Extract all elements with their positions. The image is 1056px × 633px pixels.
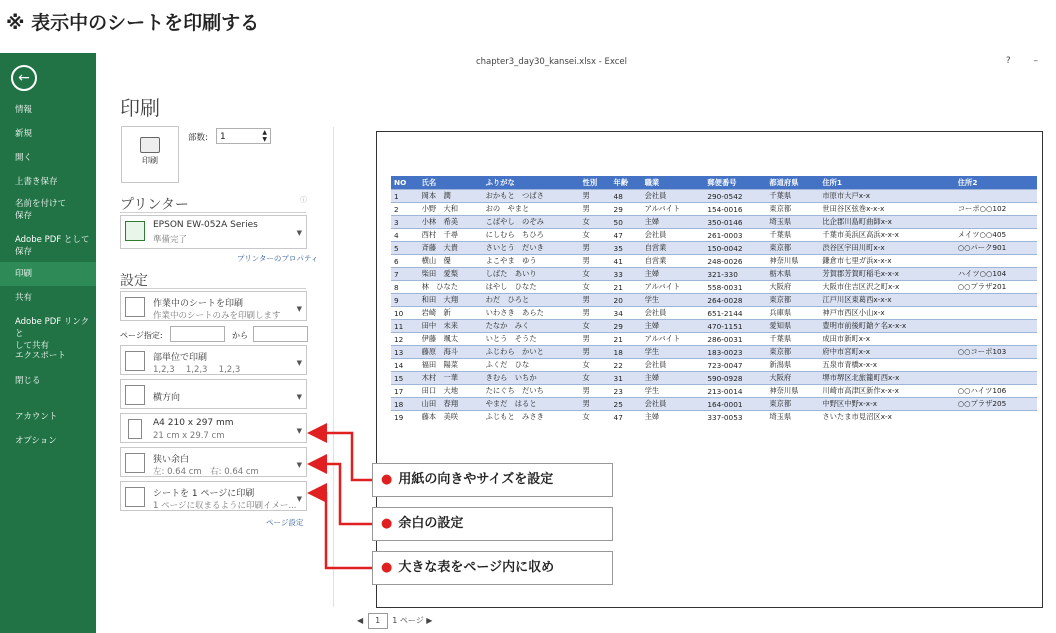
table-row	[391, 229, 1037, 242]
table-cell: 主婦	[642, 268, 705, 281]
table-cell: おかもと つばさ	[483, 190, 580, 203]
sidebar-item-save-as[interactable]: 名前を付けて 保存	[15, 199, 67, 221]
table-cell: 22	[611, 359, 642, 372]
table-cell: 自営業	[642, 255, 705, 268]
table-row	[391, 255, 1037, 268]
orientation-label: 横方向	[153, 393, 181, 403]
callout-paper: ● 用紙の向きやサイズを設定	[372, 463, 613, 497]
table-header-cell: NO	[391, 176, 419, 190]
table-cell: 29	[611, 320, 642, 333]
page-total: 1 ページ	[392, 616, 424, 625]
table-cell: 藤本 美咲	[419, 411, 483, 424]
table-cell: 女	[580, 281, 611, 294]
table-cell: 470-1151	[704, 320, 766, 333]
table-cell: ○○コーポ103	[955, 346, 1037, 359]
chevron-down-icon: ▼	[296, 461, 302, 469]
table-cell: 19	[391, 411, 419, 424]
table-cell: 東京都	[766, 203, 819, 216]
table-cell: 自営業	[642, 242, 705, 255]
table-row	[391, 190, 1037, 203]
table-cell	[955, 372, 1037, 385]
table-cell: 590-0928	[704, 372, 766, 385]
margins-label: 狭い余白	[153, 455, 190, 465]
chevron-down-icon: ▼	[296, 393, 302, 401]
table-cell: 286-0031	[704, 333, 766, 346]
table-cell: 主婦	[642, 216, 705, 229]
table-header-cell: 住所1	[819, 176, 954, 190]
table-cell	[955, 359, 1037, 372]
print-button[interactable]	[121, 126, 179, 183]
table-cell: 栃木県	[766, 268, 819, 281]
table-cell: 154-0016	[704, 203, 766, 216]
table-row	[391, 333, 1037, 346]
table-cell: 14	[391, 359, 419, 372]
table-cell: さいとう だいき	[483, 242, 580, 255]
collate-label: 部単位で印刷	[153, 353, 208, 363]
table-row	[391, 398, 1037, 411]
table-cell: 25	[611, 398, 642, 411]
table-cell: ハイツ○○104	[955, 268, 1037, 281]
sidebar-item-save[interactable]: 上書き保存	[15, 177, 58, 187]
sidebar-item-open[interactable]: 開く	[15, 153, 33, 163]
page-setup-link[interactable]: ページ設定	[266, 518, 304, 527]
table-cell: 学生	[642, 294, 705, 307]
pages-from-input[interactable]	[170, 326, 225, 342]
printer-status: 準備完了	[153, 235, 188, 245]
table-cell: 会社員	[642, 359, 705, 372]
table-row	[391, 411, 1037, 424]
table-header-cell: 都道府県	[766, 176, 819, 190]
table-row	[391, 203, 1037, 216]
info-icon[interactable]: ⓘ	[300, 196, 307, 204]
margins-icon	[125, 453, 145, 473]
page-navigator	[357, 613, 432, 629]
table-cell: 21	[611, 333, 642, 346]
table-cell: 213-0014	[704, 385, 766, 398]
table-cell: 2	[391, 203, 419, 216]
table-cell: 男	[580, 346, 611, 359]
table-cell: 男	[580, 398, 611, 411]
table-cell: 350-0146	[704, 216, 766, 229]
table-row	[391, 346, 1037, 359]
table-cell: 261-0003	[704, 229, 766, 242]
paper-size-dropdown[interactable]	[120, 413, 307, 443]
table-cell: はやし ひなた	[483, 281, 580, 294]
copies-stepper-icon[interactable]: ▲ ▼	[262, 129, 267, 143]
table-cell: 337-0053	[704, 411, 766, 424]
collate-desc: 1,2,3 1,2,3 1,2,3	[153, 365, 241, 375]
table-cell: きむら いちか	[483, 372, 580, 385]
table-cell	[955, 333, 1037, 346]
table-cell: 市原市大戸x-x	[819, 190, 954, 203]
pages-label: ページ指定:	[120, 331, 163, 340]
table-cell: 会社員	[642, 229, 705, 242]
table-cell: 主婦	[642, 320, 705, 333]
copies-value: 1	[220, 132, 226, 142]
table-cell: おの やまと	[483, 203, 580, 216]
table-cell: わだ ひろと	[483, 294, 580, 307]
table-cell: 埼玉県	[766, 216, 819, 229]
table-cell: 女	[580, 320, 611, 333]
printer-icon	[140, 137, 160, 153]
table-header-cell: 職業	[642, 176, 705, 190]
table-cell: 15	[391, 372, 419, 385]
table-cell: 学生	[642, 346, 705, 359]
page-heading: ※ 表示中のシートを印刷する	[6, 12, 260, 34]
table-cell: 大阪府	[766, 372, 819, 385]
table-cell: 千葉県	[766, 333, 819, 346]
printer-dropdown[interactable]	[120, 215, 307, 249]
table-header-cell: 氏名	[419, 176, 483, 190]
settings-section-title: 設定	[120, 273, 148, 289]
table-cell	[955, 320, 1037, 333]
table-cell: 小林 希美	[419, 216, 483, 229]
table-cell: 兵庫県	[766, 307, 819, 320]
table-cell: アルバイト	[642, 203, 705, 216]
sidebar-item-account[interactable]: アカウント	[15, 412, 58, 422]
table-cell: ○○プラザ201	[955, 281, 1037, 294]
table-cell: 会社員	[642, 190, 705, 203]
table-cell: 47	[611, 229, 642, 242]
pages-to-label: から	[232, 331, 248, 340]
copies-label: 部数:	[188, 133, 208, 143]
print-scope-label: 作業中のシートを印刷	[153, 299, 244, 309]
collate-icon	[125, 351, 145, 371]
table-cell: 41	[611, 255, 642, 268]
chevron-down-icon: ▼	[296, 495, 302, 503]
arrow-scaling	[312, 493, 372, 568]
table-cell: 34	[611, 307, 642, 320]
table-cell: ふじもと みさき	[483, 411, 580, 424]
table-cell: メイツ○○405	[955, 229, 1037, 242]
table-cell: 愛知県	[766, 320, 819, 333]
table-cell: 府中市宮町x-x	[819, 346, 954, 359]
table-cell: 女	[580, 372, 611, 385]
table-cell: 小野 大和	[419, 203, 483, 216]
table-header-cell: 年齢	[611, 176, 642, 190]
landscape-icon	[125, 385, 145, 405]
table-cell: たなか みく	[483, 320, 580, 333]
chevron-down-icon: ▼	[296, 359, 302, 367]
table-cell: 女	[580, 268, 611, 281]
table-cell: 東京都	[766, 242, 819, 255]
table-cell: 164-0001	[704, 398, 766, 411]
table-cell: 横山 優	[419, 255, 483, 268]
table-cell: 11	[391, 320, 419, 333]
scaling-dropdown[interactable]	[120, 481, 307, 511]
table-row	[391, 294, 1037, 307]
paper-size-label: A4 210 x 297 mm	[153, 418, 234, 428]
table-cell: 伊藤 颯太	[419, 333, 483, 346]
table-cell: 男	[580, 307, 611, 320]
table-cell: 12	[391, 333, 419, 346]
table-cell: 川崎市高津区新作x-x-x	[819, 385, 954, 398]
table-cell: 千葉県	[766, 229, 819, 242]
table-cell: 女	[580, 411, 611, 424]
table-cell: ○○ハイツ106	[955, 385, 1037, 398]
next-page-icon[interactable]: ▶	[426, 616, 433, 625]
pages-to-input[interactable]	[253, 326, 308, 342]
print-button-label: 印刷	[142, 156, 158, 165]
margins-dropdown[interactable]	[120, 447, 307, 477]
table-cell	[955, 255, 1037, 268]
table-cell: 豊明市前後町鎗ケ名x-x-x	[819, 320, 954, 333]
table-cell: いとう そうた	[483, 333, 580, 346]
table-cell: 48	[611, 190, 642, 203]
table-cell: 男	[580, 242, 611, 255]
table-cell	[955, 294, 1037, 307]
table-cell: 木村 一華	[419, 372, 483, 385]
table-cell: 芳賀郡芳賀町稲毛x-x-x	[819, 268, 954, 281]
table-cell: 岡本 潤	[419, 190, 483, 203]
table-cell: 290-0542	[704, 190, 766, 203]
sidebar-item-save-pdf[interactable]: Adobe PDF として 保存	[15, 235, 90, 257]
table-cell: 東京都	[766, 346, 819, 359]
page-number-input[interactable]: 1	[368, 613, 388, 629]
table-cell: 学生	[642, 385, 705, 398]
table-cell: アルバイト	[642, 333, 705, 346]
table-cell: 会社員	[642, 307, 705, 320]
table-cell: 山田 春翔	[419, 398, 483, 411]
sidebar-item-close[interactable]: 閉じる	[15, 376, 41, 386]
table-cell: 男	[580, 385, 611, 398]
table-cell: 1	[391, 190, 419, 203]
table-header-cell: 郵便番号	[704, 176, 766, 190]
table-cell: 7	[391, 268, 419, 281]
table-cell: にしむら ちひろ	[483, 229, 580, 242]
table-cell: 大阪府	[766, 281, 819, 294]
table-cell: 会社員	[642, 398, 705, 411]
table-row	[391, 372, 1037, 385]
table-cell	[955, 411, 1037, 424]
table-cell: 6	[391, 255, 419, 268]
window-controls[interactable]: ? –	[1005, 56, 1048, 66]
sidebar-item-info[interactable]: 情報	[15, 105, 33, 115]
callout-scaling: ● 大きな表をページ内に収め	[372, 551, 613, 585]
table-cell: 女	[580, 229, 611, 242]
table-cell: 18	[611, 346, 642, 359]
arrow-margins	[312, 464, 372, 524]
table-cell: 千葉県	[766, 190, 819, 203]
table-cell: いわさき あらた	[483, 307, 580, 320]
table-row	[391, 385, 1037, 398]
table-cell: しばた あいり	[483, 268, 580, 281]
table-cell: 35	[611, 242, 642, 255]
table-cell: ふじわら かいと	[483, 346, 580, 359]
table-cell: ○○プラザ205	[955, 398, 1037, 411]
table-cell: 150-0042	[704, 242, 766, 255]
orientation-dropdown[interactable]	[120, 379, 307, 409]
table-row	[391, 359, 1037, 372]
chevron-down-icon: ▼	[296, 305, 302, 313]
paper-icon	[128, 419, 142, 439]
table-cell: 神奈川県	[766, 255, 819, 268]
table-cell: 20	[611, 294, 642, 307]
table-row	[391, 320, 1037, 333]
table-cell: 岩崎 新	[419, 307, 483, 320]
table-cell: 渋谷区宇田川町x-x	[819, 242, 954, 255]
table-header-cell: ふりがな	[483, 176, 580, 190]
window-title: chapter3_day30_kansei.xlsx - Excel	[476, 57, 628, 67]
table-cell: 五泉市青橋x-x-x	[819, 359, 954, 372]
prev-page-icon[interactable]: ◀	[357, 616, 364, 625]
table-cell: 4	[391, 229, 419, 242]
table-cell: 558-0031	[704, 281, 766, 294]
table-row	[391, 242, 1037, 255]
table-cell: 3	[391, 216, 419, 229]
grid-icon	[125, 297, 145, 317]
printer-icon	[125, 221, 145, 241]
table-cell: 江戸川区東葛西x-x-x	[819, 294, 954, 307]
scaling-label: シートを 1 ページに印刷	[153, 489, 255, 499]
backstage-sidebar	[0, 53, 96, 633]
table-cell: 神戸市西区小山x-x	[819, 307, 954, 320]
table-header-cell: 住所2	[955, 176, 1037, 190]
table-cell: 斉藤 大貴	[419, 242, 483, 255]
table-cell: 柴田 愛梨	[419, 268, 483, 281]
table-cell: ○○パーク901	[955, 242, 1037, 255]
table-cell: こばやし のぞみ	[483, 216, 580, 229]
table-cell: 183-0023	[704, 346, 766, 359]
table-cell: 主婦	[642, 411, 705, 424]
callout-margins: ● 余白の設定	[372, 507, 613, 541]
table-cell: 男	[580, 190, 611, 203]
chevron-down-icon: ▼	[296, 427, 302, 435]
table-cell: 18	[391, 398, 419, 411]
table-cell: 主婦	[642, 372, 705, 385]
table-cell: 33	[611, 268, 642, 281]
table-cell: よこやま ゆう	[483, 255, 580, 268]
table-cell: 千葉市美浜区高浜x-x-x	[819, 229, 954, 242]
paper-size-desc: 21 cm x 29.7 cm	[153, 431, 225, 441]
table-cell: ふくだ ひな	[483, 359, 580, 372]
arrow-paper	[312, 433, 372, 480]
table-cell: コーポ○○102	[955, 203, 1037, 216]
table-cell: 田中 未来	[419, 320, 483, 333]
table-cell: アルバイト	[642, 281, 705, 294]
table-cell: 田口 大地	[419, 385, 483, 398]
printer-name: EPSON EW-052A Series	[153, 220, 258, 230]
sidebar-item-print[interactable]: 印刷	[0, 262, 96, 286]
table-cell: 47	[611, 411, 642, 424]
table-cell: 21	[611, 281, 642, 294]
table-cell: 神奈川県	[766, 385, 819, 398]
sidebar-item-share-pdf[interactable]: Adobe PDF リンクと して共有	[15, 317, 90, 351]
table-cell: 男	[580, 333, 611, 346]
preview-table	[391, 176, 1037, 423]
title-bar	[96, 53, 1056, 71]
table-cell: 女	[580, 216, 611, 229]
table-cell: 鎌倉市七里ガ浜x-x-x	[819, 255, 954, 268]
table-cell: 9	[391, 294, 419, 307]
sidebar-item-export[interactable]: エクスポート	[15, 351, 66, 361]
margins-desc: 左: 0.64 cm 右: 0.64 cm	[153, 467, 259, 477]
table-cell: 東京都	[766, 294, 819, 307]
table-cell: 藤原 海斗	[419, 346, 483, 359]
table-cell: 50	[611, 216, 642, 229]
table-cell: 264-0028	[704, 294, 766, 307]
table-row	[391, 307, 1037, 320]
printer-properties-link[interactable]: プリンターのプロパティ	[237, 254, 319, 263]
table-cell: 651-2144	[704, 307, 766, 320]
table-cell: 成田市新町x-x	[819, 333, 954, 346]
table-cell: 321-330	[704, 268, 766, 281]
table-cell: 福田 陽菜	[419, 359, 483, 372]
table-cell: 西村 千尋	[419, 229, 483, 242]
scaling-desc: 1 ページに収まるように印刷イメー...	[153, 501, 297, 511]
table-cell: 13	[391, 346, 419, 359]
table-cell	[955, 307, 1037, 320]
table-cell: 10	[391, 307, 419, 320]
table-cell: 男	[580, 294, 611, 307]
table-cell: やまだ はると	[483, 398, 580, 411]
table-cell: 東京都	[766, 398, 819, 411]
table-row	[391, 268, 1037, 281]
back-arrow-icon[interactable]: ←	[11, 65, 37, 91]
table-cell	[955, 190, 1037, 203]
table-cell: 堺市堺区北旅籠町西x-x	[819, 372, 954, 385]
table-cell: 5	[391, 242, 419, 255]
table-cell: 女	[580, 359, 611, 372]
sidebar-item-share[interactable]: 共有	[15, 293, 33, 303]
copies-input[interactable]	[216, 128, 271, 144]
sidebar-item-new[interactable]: 新規	[15, 129, 33, 139]
table-cell: 23	[611, 385, 642, 398]
table-cell: たにぐち だいち	[483, 385, 580, 398]
table-cell: 大阪市住吉区沢之町x-x	[819, 281, 954, 294]
table-cell: 比企郡川島町曲師x-x	[819, 216, 954, 229]
chevron-down-icon: ▼	[296, 229, 302, 237]
table-cell: 林 ひなた	[419, 281, 483, 294]
table-cell: 埼玉県	[766, 411, 819, 424]
table-header-cell: 性別	[580, 176, 611, 190]
table-cell: 723-0047	[704, 359, 766, 372]
table-cell: 和田 大翔	[419, 294, 483, 307]
print-scope-dropdown[interactable]	[120, 291, 307, 321]
table-cell: さいたま市見沼区x-x	[819, 411, 954, 424]
print-scope-desc: 作業中のシートのみを印刷します	[153, 311, 281, 321]
table-cell: 男	[580, 255, 611, 268]
table-cell	[955, 216, 1037, 229]
table-cell: 新潟県	[766, 359, 819, 372]
table-row	[391, 281, 1037, 294]
table-cell: 248-0026	[704, 255, 766, 268]
sidebar-item-options[interactable]: オプション	[15, 436, 57, 446]
table-cell: 世田谷区弦巻x-x-x	[819, 203, 954, 216]
table-cell: 男	[580, 203, 611, 216]
table-row	[391, 216, 1037, 229]
printer-section-title: プリンター	[120, 197, 189, 213]
table-cell: 29	[611, 203, 642, 216]
print-title: 印刷	[120, 96, 160, 120]
table-cell: 中野区中野x-x-x	[819, 398, 954, 411]
collate-dropdown[interactable]	[120, 345, 307, 375]
table-cell: 8	[391, 281, 419, 294]
table-cell: 31	[611, 372, 642, 385]
table-cell: 17	[391, 385, 419, 398]
fit-page-icon	[125, 487, 145, 507]
